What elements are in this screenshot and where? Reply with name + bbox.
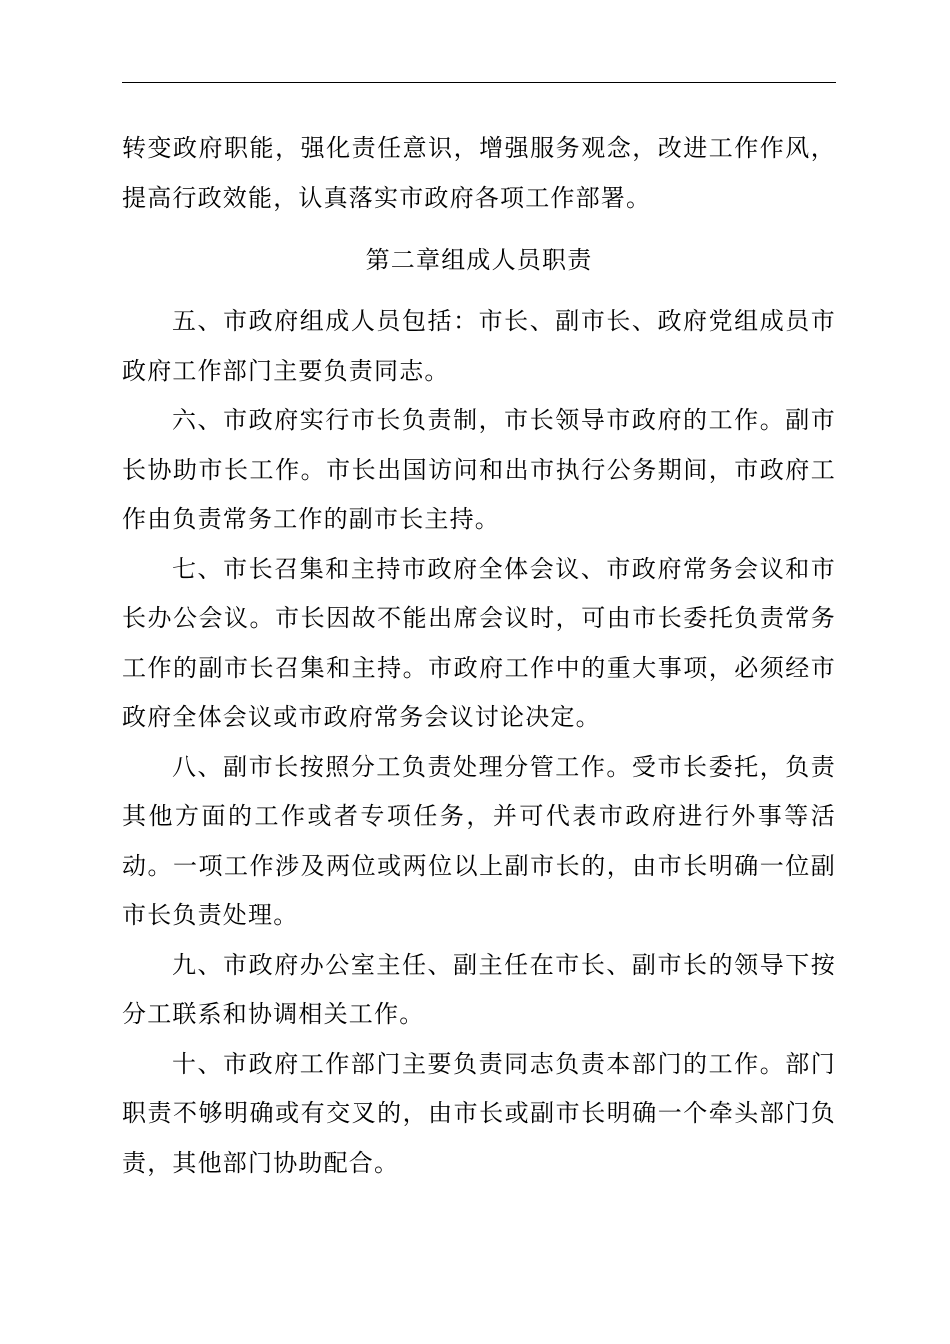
chapter-title: 第二章组成人员职责: [365, 246, 593, 274]
intro-paragraph: 转变政府职能，强化责任意识，增强服务观念，改进工作作风，提高行政效能，认真落实市政府各项工作部署。: [122, 134, 836, 212]
article-8: 八、副市长按照分工负责处理分管工作。受市长委托，负责其他方面的工作或者专项任务，并可代表市政府进行外事等活动。一项工作涉及两位或两位以上副市长的，由市长明确一位副市长负责处理。: [122, 752, 836, 929]
article-9: 九、市政府办公室主任、副主任在市长、副市长的领导下按分工联系和协调相关工作。: [122, 950, 836, 1028]
document-body: [122, 124, 836, 1188]
article-6: 六、市政府实行市长负责制，市长领导市政府的工作。副市长协助市长工作。市长出国访问和出市执行公务期间，市政府工作由负责常务工作的副市长主持。: [122, 406, 836, 533]
article-10: 十、市政府工作部门主要负责同志负责本部门的工作。部门职责不够明确或有交叉的，由市长或副市长明确一个牵头部门负责，其他部门协助配合。: [122, 1049, 836, 1177]
article-7: 七、市长召集和主持市政府全体会议、市政府常务会议和市长办公会议。市长因故不能出席会议时，可由市长委托负责常务工作的副市长召集和主持。市政府工作中的重大事项，必须经市政府全体会议或市政府常务会议讨论决定。: [122, 554, 836, 731]
article-5: 五、市政府组成人员包括：市长、副市长、政府党组成员市政府工作部门主要负责同志。: [122, 307, 836, 385]
header-divider: [122, 82, 836, 83]
